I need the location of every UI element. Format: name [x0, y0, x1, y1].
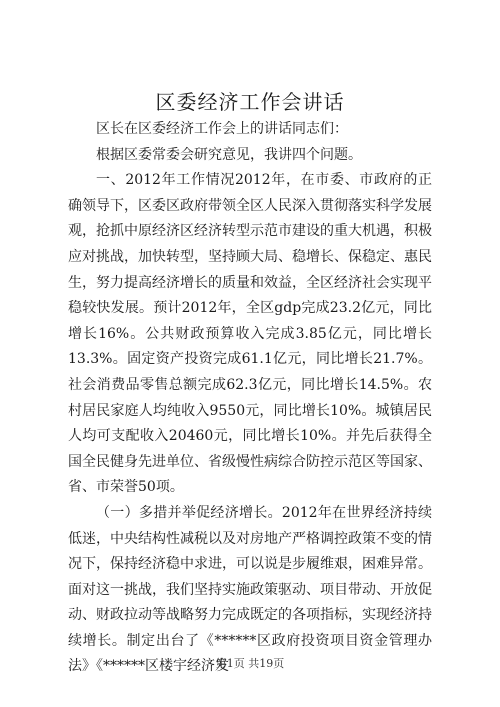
document-title: 区委经济工作会讲话: [155, 90, 345, 114]
page-number-footer: 第1页 共19页: [215, 657, 285, 670]
paragraph-salutation: 区长在区委经济工作会上的讲话同志们：: [96, 121, 348, 137]
document-body: [68, 117, 432, 680]
paragraph-intro: 根据区委常委会研究意见，我讲四个问题。: [96, 146, 362, 163]
paragraph-section-one: 一、2012年工作情况2012年，在市委、市政府的正确领导下，区委区政府带领全区人民深入贯彻落实科学发展观，抢抓中原经济区经济转型示范市建设的重大机遇，积极应对挑战，加快转型，坚持顾大局、稳增长、保稳定、惠民生，努力提高经济增长的质量和效益，全区经济社会实现平稳较快发展。预计2012年，全区gdp完成23.2亿元，同比增长16%。公共财政预算收入完成3.85亿元，同比增长13.3%。固定资产投资完成61.1亿元，同比增长21.7%。社会消费品零售总额完成62.3亿元，同比增长14.5%。农村居民家庭人均纯收入9550元，同比增长10%。城镇居民人均可支配收入20460元，同比增长10%。并先后获得全国全民健身先进单位、省级慢性病综合防控示范区等国家、省、市荣誉50项。: [68, 172, 432, 496]
paragraph-subsection-one: （一）多措并举促经济增长。2012年在世界经济持续低迷，中央结构性减税以及对房地产严格调控政策不变的情况下，保持经济稳中求进，可以说是步履维艰，困难异常。面对这一挑战，我们坚持实施政策驱动、项目带动、开放促动、财政拉动等战略努力完成既定的各项指标，实现经济持续增长。制定出台了《******区政府投资项目资金管理办法》《******区楼宇经济发: [68, 504, 432, 675]
